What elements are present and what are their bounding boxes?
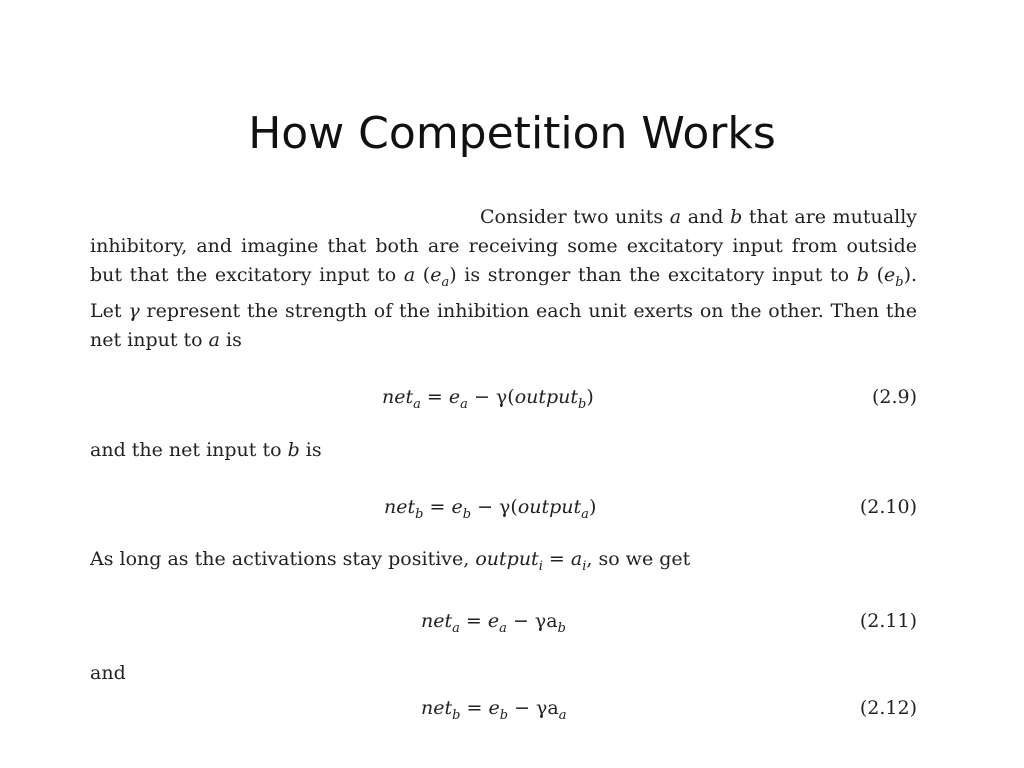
equation-row (90, 379, 917, 415)
var-gamma: γ (128, 299, 140, 322)
text-span: ( (415, 264, 431, 286)
equation-row (90, 690, 917, 726)
paragraph-and: and (90, 661, 126, 684)
equation-row (90, 603, 917, 639)
text-span: ). Let (90, 264, 918, 322)
document-excerpt (90, 203, 917, 726)
slide-title: How Competition Works (248, 108, 776, 159)
text-span: and (681, 206, 731, 228)
var-a: a (669, 206, 682, 228)
var-sub: b (895, 274, 904, 290)
var-a: a (208, 328, 220, 351)
equation-row (90, 489, 917, 525)
equation: $net_b = e_b$ − γ(output$_a$) (384, 495, 597, 522)
var-b: b (287, 438, 300, 461)
text-span: represent the strength of the inhibition each unit exerts on the other. Then the net input to (90, 299, 917, 351)
equation: $net_b = e_b - \gamma a_a$ (421, 696, 567, 723)
paragraph-net-b: and the net input to b is (90, 438, 322, 461)
var-e: e (883, 264, 896, 286)
var-b: b (856, 264, 869, 286)
text-span: that are mutually inhibitory, and imagine that both are receiving some excitatory input from outside but that the excitatory input to (90, 206, 918, 286)
equation-number: (2.9) (871, 385, 917, 408)
paragraph-intro (90, 203, 917, 355)
var-a: a (403, 264, 416, 286)
var-e: e (430, 264, 442, 286)
equation-number: (2.11) (859, 609, 917, 632)
paragraph-positive: As long as the activations stay positive, output$_i$ = $a_i$, so we get (90, 547, 691, 574)
text-span: ) is stronger than the excitatory input to (449, 264, 857, 286)
equation-number: (2.10) (859, 495, 917, 518)
var-sub: a (441, 274, 450, 290)
var-b: b (730, 206, 743, 228)
text-span: ( (868, 264, 884, 286)
equation: $net_a = e_a - \gamma a_b$ (421, 609, 566, 636)
text-span: is (220, 328, 242, 351)
equation-number: (2.12) (859, 696, 917, 719)
equation: $net_a = e_a$ − γ(output$_b$) (382, 385, 594, 412)
text-span: Consider two units (480, 206, 670, 228)
